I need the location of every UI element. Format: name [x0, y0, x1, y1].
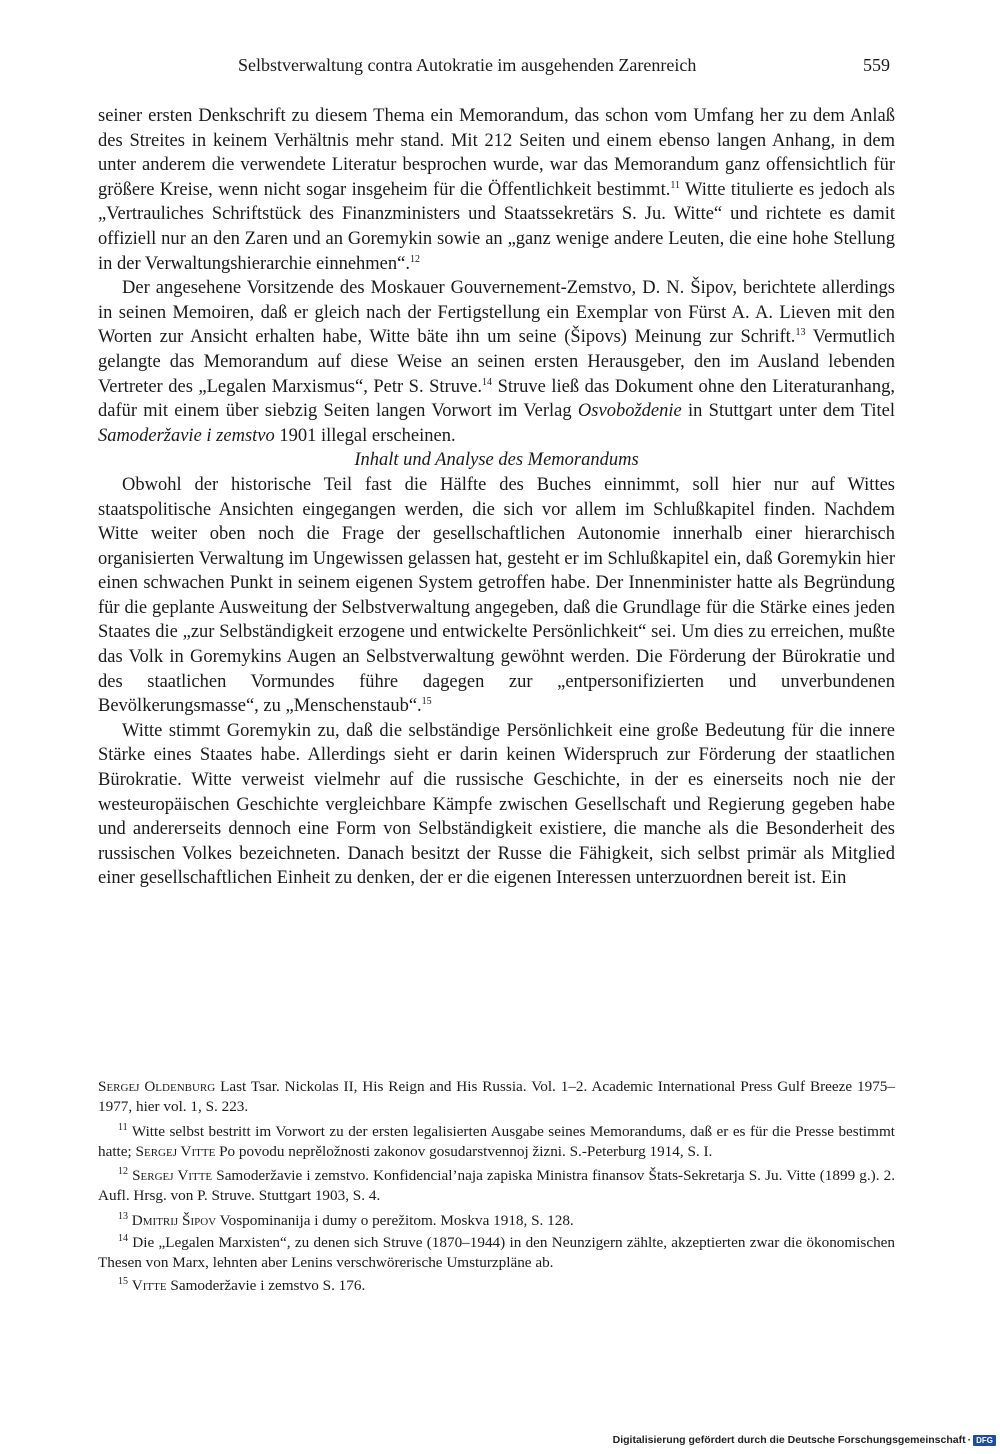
book-title: Samoderžavie i zemstvo — [98, 425, 275, 446]
paragraph-2-text-d: in Stuttgart unter dem Titel — [681, 401, 896, 422]
publisher-name: Osvoboždenie — [577, 401, 682, 422]
footnote-ref-15: 15 — [421, 696, 432, 708]
digitization-credit-text: Digitalisierung gefördert durch die Deutsche Forschungsgemeinschaft — [612, 1434, 966, 1446]
paragraph-4-text-a: Witte stimmt Goremykin zu, daß die selbständige Persönlichkeit eine große Bedeutung für die innere Stärke eines Staates habe. Allerdings sieht er darin keinen Widerspruch zur Förderung der staatlichen Bürokratie. Witte verweist vielmehr auf die russische Geschichte, in der es einerseits noch nie der westeuropäischen Geschichte vergleichbare Kämpfe zwischen Gesellschaft und Regierung gegeben habe und andererseits dennoch eine Form von Selbständigkeit existiere, die manche als die Besonderheit des russischen Volkes bezeichneten. Danach besitzt der Russe die Fähigkeit, sich selbst primär als Mitglied einer gesellschaftlichen Einheit zu denken, der er die eigenen Interessen unterzuordnen bereit ist. Ein — [98, 720, 895, 889]
footnote-11-text-b: Po povodu neprěložnosti zakonov gosudarstvennoj žizni. S.-Peterburg 1914, S. I. — [215, 1142, 713, 1160]
footnote-10-author: Sergej Oldenburg — [98, 1078, 216, 1095]
paragraph-2 — [98, 276, 895, 448]
footnote-10-text: Last Tsar. Nickolas II, His Reign and His Russia. Vol. 1–2. Academic International Press Gulf Breeze 1975–1977, hier vol. 1, S. 223. — [98, 1078, 895, 1116]
footnote-11-text-a: Witte selbst bestritt im Vorwort zu der ersten legalisierten Ausgabe seines Memorandums, daß er es für die Presse bestimmt hatte; — [98, 1122, 895, 1160]
dfg-logo-icon: DFG — [973, 1435, 996, 1446]
footnote-12-number: 12 — [118, 1166, 128, 1178]
paragraph-3-text-a: Obwohl der historische Teil fast die Hälfte des Buches einnimmt, soll hier nur auf Wittes staatspolitische Ansichten eingegangen werden, die sich vor allem im Schlußkapitel finden. Nachdem Witte weiter oben noch die Frage der gesellschaftlichen Autonomie innerhalb einer hierarchisch organisierten Verwaltung im Ungewissen gelassen hat, gesteht er im Schlußkapitel ein, daß Goremykin hier einen schwachen Punkt in seinem eigenen System getroffen habe. Der Innenminister hatte als Begründung für die geplante Ausweitung der Selbstverwaltung angegeben, daß die Grundlage für die Stärke eines jeden Staates die „zur Selbständigkeit erzogene und entwickelte Persönlichkeit“ sei. Um dies zu erreichen, mußte das Volk in Goremykins Augen an Selbstverwaltung gewöhnt werden. Die Förderung der Bürokratie und des staatlichen Vormundes führe dagegen zur „entpersonifizierten und unverbundenen Bevölkerungsmasse“, zu „Menschenstaub“. — [98, 474, 895, 717]
footnote-15 — [98, 1276, 895, 1296]
footnote-11 — [98, 1122, 895, 1163]
footnote-13-author: Dmitrij Šipov — [131, 1211, 217, 1229]
paragraph-2-text-b: Vermutlich gelangte das Memorandum auf diese Weise an seinen ersten Herausgeber, den im Ausland lebenden Vertreter des „Legalen Marxismus“, Petr S. Struve. — [98, 327, 895, 397]
paragraph-3 — [98, 473, 895, 719]
running-title: Selbstverwaltung contra Autokratie im ausgehenden Zarenreich — [238, 55, 697, 75]
main-text — [98, 104, 895, 891]
paragraph-2-text-e: 1901 illegal erscheinen. — [274, 425, 456, 446]
digitization-credit: Digitalisierung gefördert durch die Deutsche Forschungsgemeinschaft · DFG — [613, 1434, 996, 1446]
paragraph-4 — [98, 719, 895, 891]
paragraph-2-text-c: Struve ließ das Dokument ohne den Literaturanhang, dafür mit einem über siebzig Seiten langen Vorwort im Verlag — [98, 376, 895, 422]
footnote-15-text: Samoderžavie i zemstvo S. 176. — [166, 1276, 366, 1294]
footnote-12 — [98, 1166, 895, 1207]
footnote-12-text: Samoderžavie i zemstvo. Konfidencial’naja zapiska Ministra finansov Štats-Sekretarja S. Ju. Vitte (1899 g.). 2. Aufl. Hrsg. von P. Struve. Stuttgart 1903, S. 4. — [98, 1167, 895, 1205]
footnotes — [98, 1077, 895, 1300]
footnote-15-author: Vitte — [131, 1276, 167, 1294]
footnote-13-number: 13 — [118, 1210, 128, 1222]
page-number: 559 — [863, 55, 890, 75]
paragraph-1 — [98, 104, 895, 276]
footnote-ref-13: 13 — [795, 327, 806, 339]
footnote-15-number: 15 — [118, 1275, 128, 1287]
footnote-11-number: 11 — [118, 1121, 128, 1133]
footnote-14-text: Die „Legalen Marxisten“, zu denen sich Struve (1870–1944) in den Neunzigern zählte, akzeptierten zwar die ökonomischen Thesen von Marx, lehnten aber Lenins verschwörerische Umsturzpläne ab. — [98, 1234, 895, 1272]
footnote-13-text: Vospominanija i dumy o perežitom. Moskva 1918, S. 128. — [216, 1211, 574, 1229]
footnote-12-author: Sergej Vitte — [132, 1167, 213, 1185]
paragraph-2-text-a: Der angesehene Vorsitzende des Moskauer Gouvernement-Zemstvo, D. N. Šipov, berichtete allerdings in seinen Memoiren, daß er gleich nach der Fertigstellung ein Exemplar von Fürst A. A. Lieven mit den Worten zur Ansicht erhalten habe, Witte bäte ihn um seine (Šipovs) Meinung zur Schrift. — [98, 278, 895, 348]
footnote-13 — [98, 1211, 895, 1231]
footnote-ref-12: 12 — [409, 253, 420, 265]
section-heading: Inhalt und Analyse des Memorandums — [354, 450, 639, 471]
footnote-14 — [98, 1233, 895, 1274]
footnote-ref-11: 11 — [670, 179, 680, 191]
footnote-10 — [98, 1077, 895, 1118]
page-header — [98, 52, 892, 78]
footnote-11-author: Sergej Vitte — [135, 1142, 216, 1160]
paragraph-1-text-b: Witte titulierte es jedoch als „Vertrauliches Schriftstück des Finanzministers und Staatssekretärs S. Ju. Witte“ und richtete es damit offiziell nur an den Zaren und an Goremykin sowie an „ganz wenige andere Leuten, die eine hohe Stellung in der Verwaltungshierarchie einnehmen“. — [98, 179, 895, 274]
footnote-ref-14: 14 — [482, 376, 493, 388]
footnote-14-number: 14 — [118, 1233, 128, 1245]
paragraph-1-text-a: seiner ersten Denkschrift zu diesem Thema ein Memorandum, das schon vom Umfang her zu dem Anlaß des Streites in keinem Verhältnis mehr stand. Mit 212 Seiten und einem ebenso langen Anhang, in dem unter anderem die verwendete Literatur besprochen wurde, war das Memorandum ganz offensichtlich für größere Kreise, wenn nicht sogar insgeheim für die Öffentlichkeit bestimmt. — [98, 106, 895, 200]
